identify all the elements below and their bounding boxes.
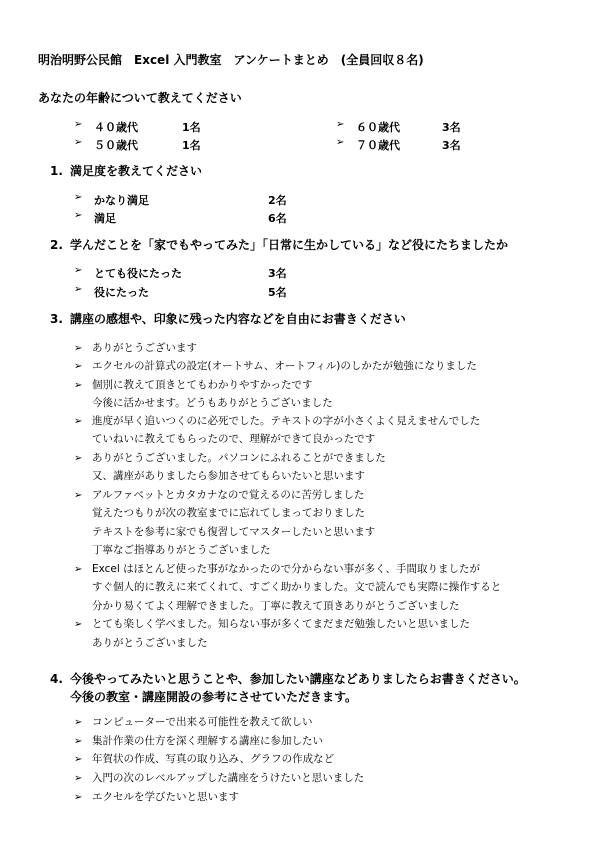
comment-item: [74, 413, 480, 428]
age-label: ６０歳代: [356, 121, 400, 134]
comment-continuation: 覚えたつもりが次の教室までに忘れてしまっておりました: [92, 507, 365, 519]
bullet-icon: ➢: [74, 416, 83, 427]
age-label: ７０歳代: [356, 139, 400, 152]
age-count: 3名: [442, 139, 461, 152]
question-text: 講座の感想や、印象に残った内容などを自由にお書きください: [70, 312, 406, 326]
bullet-icon: ➢: [74, 717, 83, 728]
answer-label: かなり満足: [94, 194, 149, 207]
bullet-icon: ➢: [74, 137, 83, 148]
answer-label: とても役にたった: [94, 267, 182, 280]
document-title: 明治明野公民館 Excel 入門教室 アンケートまとめ (全員回収８名): [38, 53, 424, 67]
bullet-icon: ➢: [74, 361, 83, 372]
answer-label: 役にたった: [94, 286, 149, 299]
age-heading: あなたの年齢について教えてください: [38, 91, 242, 105]
bullet-icon: ➢: [74, 192, 83, 203]
comment-item: [74, 789, 239, 804]
comment-text: コンピューターで出来る可能性を教えて欲しい: [92, 716, 313, 728]
bullet-icon: ➢: [74, 773, 83, 784]
bullet-icon: ➢: [74, 754, 83, 765]
comment-text: 入門の次のレベルアップした講座をうけたいと思いました: [92, 772, 365, 784]
comment-text: 集計作業の仕方を深く理解する講座に参加したい: [92, 735, 323, 747]
age-count: 1名: [182, 139, 201, 152]
question-number: 3.: [50, 312, 63, 326]
comment-continuation: 分かり易くてよく理解できました。丁寧に教えて頂きありがとうございました: [92, 600, 460, 612]
bullet-icon: ➢: [336, 119, 345, 130]
comment-text: 個別に教えて頂きとてもわかりやすかったです: [92, 379, 313, 391]
question-text: 今後やってみたいと思うことや、参加したい講座などありましたらお書きください。: [70, 672, 526, 686]
age-label: ４０歳代: [94, 121, 138, 134]
comment-text: 年賀状の作成、写真の取り込み、グラフの作成など: [92, 753, 335, 765]
bullet-icon: ➢: [74, 119, 83, 130]
comment-item: [74, 340, 197, 355]
comment-item: [74, 450, 386, 465]
age-count: 1名: [182, 121, 201, 134]
bullet-icon: ➢: [74, 284, 83, 295]
comment-continuation: テキストを参考に家でも復習してマスターしたいと思います: [92, 526, 376, 538]
bullet-icon: ➢: [74, 490, 83, 501]
comment-item: [74, 561, 480, 576]
comment-item: [74, 770, 364, 785]
question-1-title: [50, 162, 202, 179]
comment-item: [74, 714, 313, 729]
comment-text: アルファベットとカタカナなので覚えるのに苦労しました: [92, 489, 365, 501]
comment-item: [74, 377, 313, 392]
comment-text: とても楽しく学べました。知らない事が多くてまだまだ勉強したいと思いました: [92, 618, 470, 630]
answer-count: 5名: [268, 286, 287, 299]
answer-label: 満足: [94, 212, 116, 225]
question-2-title: [50, 236, 508, 253]
bullet-icon: ➢: [74, 736, 83, 747]
bullet-icon: ➢: [74, 210, 83, 221]
bullet-icon: ➢: [74, 380, 83, 391]
question-number: 2.: [50, 238, 63, 252]
comment-continuation: 今後に活かせます。どうもありがとうございました: [92, 397, 333, 409]
comment-text: エクセルの計算式の設定(オートサム、オートフィル)のしかたが勉強になりました: [92, 360, 477, 372]
question-text: 学んだことを「家でもやってみた」「日常に生かしている」など役にたちましたか: [70, 238, 509, 252]
question-text: 満足度を教えてください: [70, 164, 203, 178]
comment-continuation: ありがとうございました: [92, 637, 208, 649]
comment-continuation: 丁寧なご指導ありがとうございました: [92, 544, 271, 556]
bullet-icon: ➢: [336, 137, 345, 148]
question-number: 1.: [50, 164, 63, 178]
comment-text: ありがとうございます: [92, 342, 197, 354]
comment-text: Excel はほとんど使った事がなかったので分からない事が多く、手間取りましたが: [92, 563, 480, 575]
comment-continuation: すぐ個人的に教えに来てくれて、すごく助かりました。文で読んでも実際に操作すると: [92, 581, 502, 593]
age-count: 3名: [442, 121, 461, 134]
question-3-title: [50, 310, 406, 327]
comment-item: [74, 733, 323, 748]
comment-item: [74, 487, 364, 502]
comment-item: [74, 616, 470, 631]
comment-text: 進度が早く追いつくのに必死でした。テキストの字が小さくよく見えませんでした: [92, 415, 481, 427]
age-label: ５０歳代: [94, 139, 138, 152]
question-4-title: [50, 670, 526, 687]
answer-count: 6名: [268, 212, 287, 225]
bullet-icon: ➢: [74, 343, 83, 354]
bullet-icon: ➢: [74, 792, 83, 803]
comment-text: エクセルを学びたいと思います: [92, 791, 239, 803]
bullet-icon: ➢: [74, 619, 83, 630]
answer-count: 2名: [268, 194, 287, 207]
comment-continuation: 又、講座がありましたら参加させてもらいたいと思います: [92, 470, 365, 482]
question-4-subtitle: 今後の教室・講座開設の参考にさせていただきます。: [70, 690, 358, 704]
bullet-icon: ➢: [74, 564, 83, 575]
answer-count: 3名: [268, 267, 287, 280]
comment-item: [74, 358, 477, 373]
bullet-icon: ➢: [74, 265, 83, 276]
comment-text: ありがとうございました。パソコンにふれることができました: [92, 452, 386, 464]
comment-continuation: ていねいに教えてもらったので、理解ができて良かったです: [92, 433, 376, 445]
comment-item: [74, 751, 334, 766]
question-number: 4.: [50, 672, 63, 686]
bullet-icon: ➢: [74, 453, 83, 464]
